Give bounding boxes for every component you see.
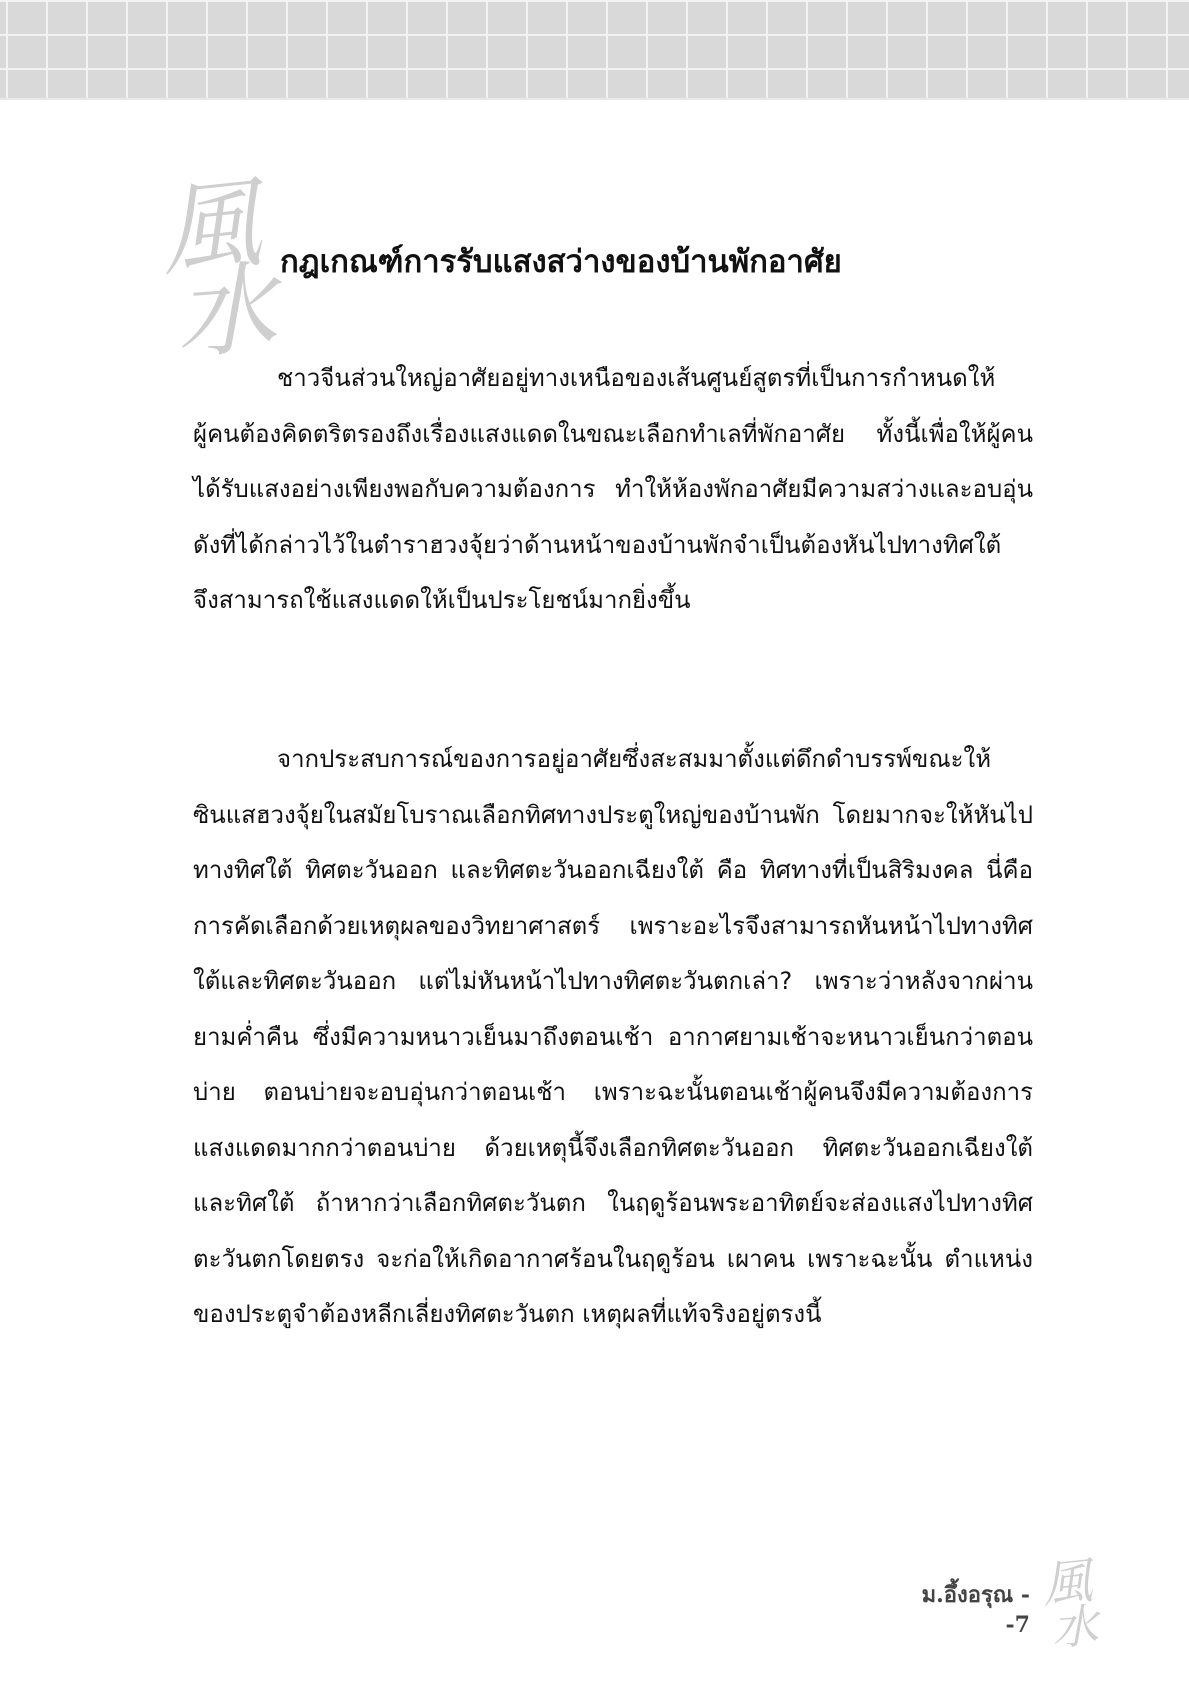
feng-glyph-decoration: 風 [154, 164, 266, 291]
header-grid-band [0, 0, 1189, 100]
footer-feng-glyph: 風 [1039, 1551, 1095, 1615]
paragraph-1: ชาวจีนส่วนใหญ่อาศัยอยู่ทางเหนือของเส้นศูนย์สูตรที่เป็นการกำหนดให้ผู้คนต้องคิดตริตรองถึงเรื่องแสงแดดในขณะเลือกทำเลที่พักอาศัย ทั้งนี้เพื่อให้ผู้คนได้รับแสงอย่างเพียงพอกับความต้องการ ทำให้ห้องพักอาศัยมีความสว่างและอบอุ่น ดังที่ได้กล่าวไว้ในตำราฮวงจุ้ยว่าด้านหน้าของบ้านพักจำเป็นต้องหันไปทางทิศใต้ จึงสามารถใช้แสงแดดให้เป็นประโยชน์มากยิ่งขึ้น [193, 364, 1033, 614]
shui-glyph-decoration: 水 [172, 249, 280, 374]
footer-shui-glyph: 水 [1050, 1598, 1100, 1656]
footer-author-page-number: ม.อึ้งอรุณ --7 [921, 1582, 1030, 1638]
paragraph-2: จากประสบการณ์ของการอยู่อาศัยซึ่งสะสมมาตั้งแต่ดึกดำบรรพ์ขณะให้ซินแสฮวงจุ้ยในสมัยโบราณเลือกทิศทางประตูใหญ่ของบ้านพัก โดยมากจะให้หันไปทางทิศใต้ ทิศตะวันออก และทิศตะวันออกเฉียงใต้ คือ ทิศทางที่เป็นสิริมงคล นี่คือ การคัดเลือกด้วยเหตุผลของวิทยาศาสตร์ เพราะอะไรจึงสามารถหันหน้าไปทางทิศใต้และทิศตะวันออก แต่ไม่หันหน้าไปทางทิศตะวันตกเล่า? เพราะว่าหลังจากผ่านยามค่ำคืน ซึ่งมีความหนาวเย็นมาถึงตอนเช้า อากาศยามเช้าจะหนาวเย็นกว่าตอนบ่าย ตอนบ่ายจะอบอุ่นกว่าตอนเช้า เพราะฉะนั้นตอนเช้าผู้คนจึงมีความต้องการแสงแดดมากกว่าตอนบ่าย ด้วยเหตุนี้จึงเลือกทิศตะวันออก ทิศตะวันออกเฉียงใต้ และทิศใต้ ถ้าหากว่าเลือกทิศตะวันตก ในฤดูร้อนพระอาทิตย์จะส่องแสงไปทางทิศตะวันตกโดยตรง จะก่อให้เกิดอากาศร้อนในฤดูร้อน เผาคน เพราะฉะนั้น ตำแหน่งของประตูจำต้องหลีกเลี่ยงทิศตะวันตก เหตุผลที่แท้จริงอยู่ตรงนี้ [193, 745, 1033, 1328]
page-title: กฎเกณฑ์การรับแสงสว่างของบ้านพักอาศัย [280, 244, 842, 280]
